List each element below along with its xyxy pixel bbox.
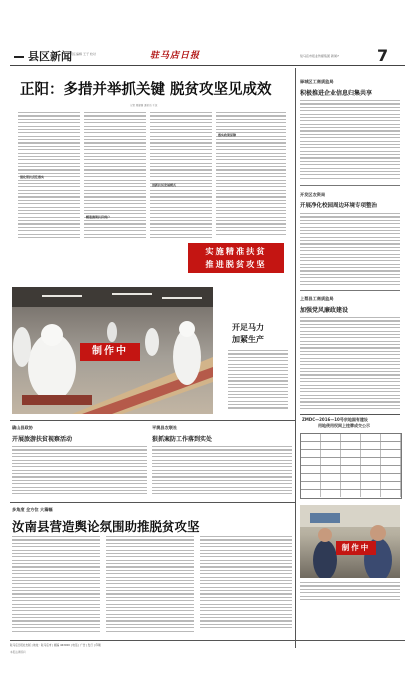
- subhead-2: 精准施策扶持到户: [86, 215, 111, 219]
- right-s3-text: [300, 317, 400, 413]
- banner-line-2: 推进脱贫攻坚: [205, 259, 267, 269]
- masthead-logo: 驻马店日报: [150, 51, 201, 61]
- bottom-text-col-2: [106, 536, 194, 636]
- main-byline: 记者 周建国 通讯员 王波: [130, 104, 158, 107]
- right-rule-2: [300, 290, 400, 291]
- right-photo-caption: [300, 582, 400, 604]
- subhead-3: 创新扶贫发展模式: [152, 183, 177, 187]
- red-banner: [188, 243, 284, 273]
- middle-left-text: [12, 446, 147, 498]
- right-s1-title: 积极推进企业信息归集共享: [300, 90, 373, 97]
- issue-info: 驻马店市报业传媒集团 新闻7: [300, 54, 339, 58]
- column-divider: [295, 68, 296, 648]
- photo-story-title-2: 加紧生产: [232, 335, 264, 344]
- right-photo: [300, 505, 400, 578]
- table-row: [301, 458, 401, 466]
- right-s1-text: [300, 100, 400, 182]
- section-title: 县区新闻: [14, 48, 72, 64]
- banner-line-1: 实施精准扶贫: [205, 246, 267, 256]
- right-s2-title: 开展净化校园周边环境专项整治: [300, 203, 378, 209]
- bottom-rule: [10, 502, 295, 503]
- middle-left-title: 开展旅游扶贫视察活动: [12, 436, 73, 443]
- article-text-col-3: [150, 112, 212, 242]
- bottom-text-col-3: [200, 536, 292, 636]
- right-s3-title: 加强党风廉政建设: [300, 307, 349, 314]
- right-s2-text: [300, 213, 400, 289]
- in-production-stamp: 制作中: [80, 343, 140, 361]
- right-rule-3: [300, 414, 400, 415]
- table-row: [301, 482, 401, 490]
- table-row: [301, 434, 401, 442]
- middle-right-text: [152, 446, 292, 498]
- right-photo-stamp: 制作中: [336, 541, 376, 555]
- notice-title-1: ZMDC—2016—10号宗地国有建设: [302, 417, 368, 422]
- factory-photo: [12, 287, 213, 414]
- header-rule: [10, 65, 405, 66]
- article-text-col-4: [216, 112, 286, 240]
- header-date-line: 责任编辑 王子 校对: [70, 52, 96, 56]
- bottom-kicker: 多角度 全方位 大篇幅: [12, 507, 53, 512]
- subhead-4: 落实政策保障: [218, 133, 237, 137]
- table-row: [301, 450, 401, 458]
- table-row: [301, 466, 401, 474]
- middle-right-title: 狠抓案防工作落到实处: [152, 436, 213, 443]
- middle-rule: [10, 420, 295, 421]
- article-text-col-2: [84, 112, 146, 242]
- photo-story-title-1: 开足马力: [232, 323, 264, 332]
- right-s1-kicker: 驿城区工商质监局: [300, 79, 334, 84]
- notice-title-2: 用地使用权网上挂牌成交公示: [318, 423, 370, 428]
- main-headline: 正阳：多措并举抓关键 脱贫攻坚见成效: [20, 82, 272, 98]
- footer-line-2: 本报法律顾问: [10, 651, 26, 654]
- middle-right-kicker: 平舆县农联社: [152, 425, 178, 430]
- table-row: [301, 490, 401, 497]
- right-s3-kicker: 上蔡县工商质监局: [300, 296, 334, 301]
- middle-left-kicker: 确山县政协: [12, 425, 33, 430]
- table-row: [301, 442, 401, 450]
- photo-caption-text: [228, 350, 288, 412]
- bottom-text-col-1: [12, 536, 100, 636]
- right-s2-kicker: 开发区农资局: [300, 192, 326, 197]
- page-number: 7: [377, 46, 389, 65]
- table-row: [301, 474, 401, 482]
- right-rule-1: [300, 185, 400, 186]
- footer-line-1: 驻马店日报社出版 | 地址：驻马店市 | 邮编 463000 | 电话 | 广告 | 发行 | 印刷: [10, 640, 405, 647]
- notice-table: [300, 433, 402, 499]
- subhead-1: 强化帮扶责任落实: [20, 175, 45, 179]
- bottom-headline: 汝南县营造舆论氛围助推脱贫攻坚: [12, 519, 200, 534]
